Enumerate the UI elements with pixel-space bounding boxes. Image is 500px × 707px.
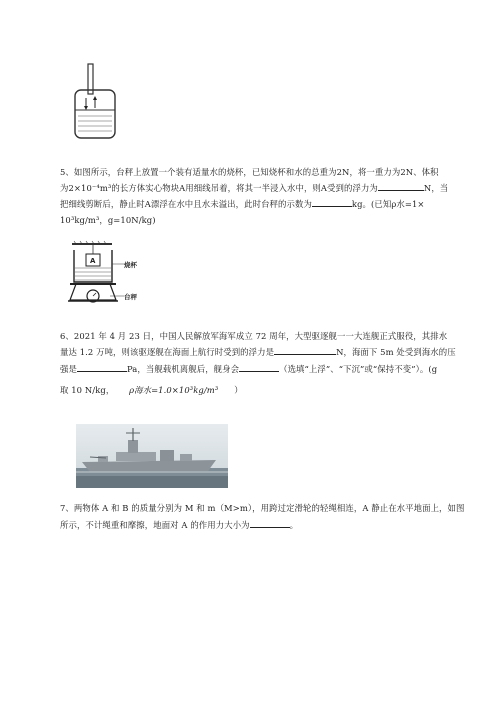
warship-photo [76, 424, 228, 488]
q5-line3-text: 把细线剪断后，静止时A漂浮在水中且水未溢出，此时台秤的示数为 [60, 199, 312, 209]
q7-line2-end: 。 [289, 520, 299, 530]
q6-line2 [60, 344, 456, 360]
beaker-label: 烧杯 [124, 261, 137, 269]
answer-blank-pressure[interactable] [77, 361, 127, 372]
scale-label: 台秤 [124, 293, 137, 301]
q7-line1: 7、两物体 A 和 B 的质量分别为 M 和 m（M>m），用跨过定滑轮的轻绳相连，A 静止在水平地面上，如图 [60, 503, 465, 513]
q5-line3 [60, 196, 425, 212]
q5-line4: 10³kg/m³，g=10N/kg) [60, 215, 156, 225]
seawater-density-formula: ρ海水=1.0×10³kg/m³ [129, 385, 219, 395]
answer-blank-ground-force[interactable] [250, 517, 290, 528]
q6-line2-text2: N，海面下 5m 处受到海水的压 [336, 347, 456, 357]
q6-line4-close: ） [234, 385, 243, 395]
answer-blank-scale-reading[interactable] [312, 196, 352, 207]
q5-line2-text: 为2×10⁻⁴m³的长方体实心物块A用细线吊着，将其一半浸入水中，则A受到的浮力为 [60, 183, 378, 193]
block-a-label: A [90, 257, 96, 265]
q5-line2-unit: N，当 [423, 183, 449, 193]
q6-line3-text2: Pa，当舰载机离舰后，舰身会 [126, 364, 240, 374]
q6-line4 [60, 382, 243, 398]
q5-line2 [60, 180, 448, 196]
q5-line3-unit: kg。(已知ρ水=1× [351, 199, 425, 209]
q5-line1: 5、如图所示，台秤上放置一个装有适量水的烧杯，已知烧杯和水的总重为2N，将一重力为2N、体积 [60, 167, 439, 177]
answer-blank-buoyancy[interactable] [378, 180, 424, 191]
q6-line3-text3: （选填“上浮”、“下沉”或“保持不变”）。(g [279, 364, 438, 374]
q6-line4-text: 取 10 N/kg， [60, 385, 115, 395]
q6-line2-text: 量达 1.2 万吨，则该驱逐舰在海面上航行时受到的浮力是 [60, 347, 275, 357]
beaker-scale-figure [66, 240, 152, 316]
q6-line3-text: 强是 [60, 364, 77, 374]
q7-line2-text: 所示，不计绳重和摩擦，地面对 A 的作用力大小为 [60, 520, 250, 530]
q7-line2 [60, 517, 298, 533]
bottle-figure [72, 62, 126, 142]
q6-line1: 6、2021 年 4 月 23 日，中国人民解放军海军成立 72 周年，大型驱逐舰一一大连舰正式服役，其排水 [60, 331, 448, 341]
answer-blank-ship-buoyancy[interactable] [274, 344, 336, 355]
q6-line3 [60, 361, 437, 377]
answer-blank-ship-motion[interactable] [239, 361, 279, 372]
